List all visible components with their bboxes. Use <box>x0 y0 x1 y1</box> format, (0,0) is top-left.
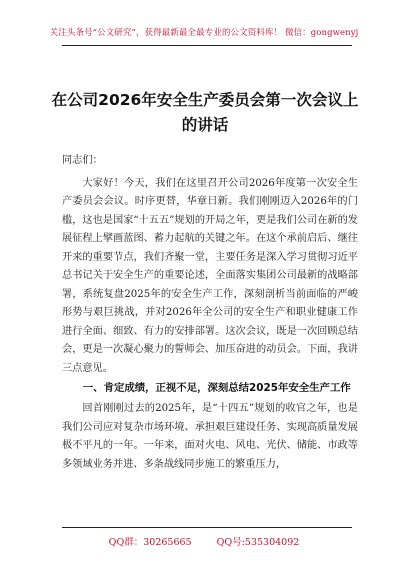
footer <box>0 534 408 548</box>
footer-divider <box>62 527 352 528</box>
footer-qq-group: QQ群：30265665 <box>108 537 192 548</box>
footer-qq-number: QQ号:535304092 <box>216 537 300 548</box>
header-divider <box>62 45 352 46</box>
header-note: 关注头条号“公文研究”，获得最新最全最专业的公文资料库！ 微信：gongwenyj <box>49 28 359 38</box>
section-heading-1: 一、肯定成绩，正视不足，深刻总结2025年安全生产工作 <box>82 382 351 394</box>
salutation: 同志们： <box>62 155 103 166</box>
paragraph-review: 回首刚刚过去的2025年，是“十四五”规划的收官之年，也是我们公司应对复杂市场环境、承担艰巨建设任务、实现高质量发展极不平凡的一年。一年来，面对火电、风电、光伏、储能、市政等多领域业务并进、多条战线同步施工的繁重压力， <box>62 403 358 470</box>
document-title: 在公司2026年安全生产委员会第一次会议上的讲话 <box>51 91 359 134</box>
document-body <box>62 152 358 474</box>
paragraph-opening: 大家好！今天，我们在这里召开公司2026年度第一次安全生产委员会会议。时序更替，华章日新。我们刚刚迈入2026年的门槛，这也是国家“十五五”规划的开局之年，更是我们公司在新的发展征程上擘画蓝图、蓄力起航的关键之年。在这个承前启后、继往开来的重要节点，我们齐聚一堂，主要任务是深入学习贯彻习近平总书记关于安全生产的重要论述，全面落实集团公司最新的战略部署，系统复盘2025年的安全生产工作，深刻剖析当前面临的严峻形势与艰巨挑战，并对2026年全公司的安全生产和职业健康工作进行全面、细致、有力的安排部署。这次会议，既是一次回顾总结会，更是一次凝心聚力的誓师会、加压奋进的动员会。下面，我讲三点意见。 <box>62 177 358 374</box>
